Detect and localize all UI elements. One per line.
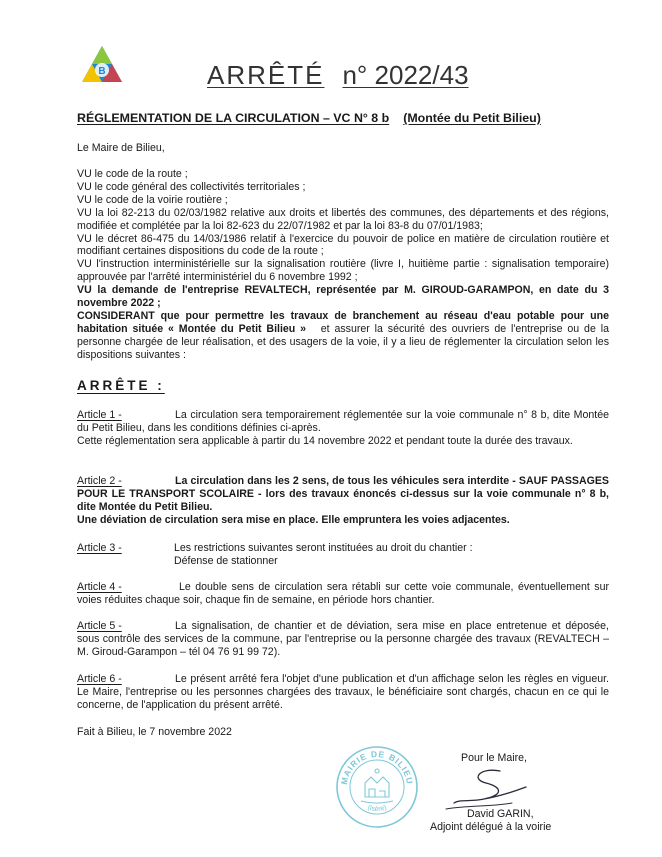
article-1-p2: Cette réglementation sera applicable à partir du 14 novembre 2022 et pendant toute la durée des travaux. bbox=[77, 435, 573, 447]
salutation: Le Maire de Bilieu, bbox=[77, 142, 165, 154]
article-6-p1: Le présent arrêté fera l'objet d'une publication et d'un affichage selon les règles en vigueur. Le Maire, l'entreprise ou les personnes chargées des travaux, le bénéficiaire sont chargés, chacun en ce qui le concerne, de l'application du présent arrêté. bbox=[77, 673, 609, 711]
article-4-label: Article 4 - bbox=[77, 581, 122, 593]
vu-line: VU l'instruction interministérielle sur la signalisation routière (livre I, huitième partie : signalisation temporaire) approuvée par l'arrêté interministériel du 6 novembre 1992 ; bbox=[77, 258, 609, 284]
signature-for: Pour le Maire, bbox=[461, 752, 527, 764]
article-1-label: Article 1 - bbox=[77, 409, 122, 421]
article-3-p2: Défense de stationner bbox=[174, 555, 278, 567]
document-subject bbox=[77, 111, 541, 125]
article-5-p1: La signalisation, de chantier et de déviation, sera mise en place entretenue et déposée, sous contrôle des services de la commune, par l'entreprise ou la personne chargée des travaux (REVALTECH – M. Giroud-Garampon – tél 04 76 91 99 72). bbox=[77, 620, 609, 658]
vu-line: VU le code général des collectivités territoriales ; bbox=[77, 180, 306, 193]
article-2-label: Article 2 - bbox=[77, 475, 122, 487]
mairie-stamp bbox=[335, 745, 419, 829]
page-title bbox=[207, 60, 469, 91]
considerant bbox=[77, 310, 609, 362]
vu-demande: VU la demande de l'entreprise REVALTECH, représentée par M. GIROUD-GARAMPON, en date du 3 novembre 2022 ; bbox=[77, 284, 609, 310]
article-1-p1: La circulation sera temporairement réglementée sur la voie communale n° 8 b, dite Montée du Petit Bilieu, dans les conditions définies ci-après. bbox=[77, 409, 609, 434]
vu-line: VU le code de la voirie routière ; bbox=[77, 193, 228, 206]
title-number: n° 2022/43 bbox=[342, 60, 469, 90]
article-3-p1: Les restrictions suivantes seront instituées au droit du chantier : bbox=[174, 542, 473, 554]
svg-text:B: B bbox=[98, 66, 106, 77]
article-2-p2: Une déviation de circulation sera mise en place. Elle empruntera les voies adjacentes. bbox=[77, 514, 510, 526]
vu-block bbox=[77, 168, 609, 362]
arrete-heading: ARRÊTE : bbox=[77, 378, 165, 393]
signatory-role: Adjoint délégué à la voirie bbox=[430, 821, 552, 833]
vu-line: VU la loi 82-213 du 02/03/1982 relative aux droits et libertés des communes, des départements et des régions, modifiée et complétée par la loi 82-623 du 22/07/1982 et par la loi 83-8 du 07/01/1983; bbox=[77, 206, 609, 232]
stamp-emblem bbox=[361, 769, 393, 803]
signatory-name: David GARIN, bbox=[467, 808, 534, 820]
article-2-p1: La circulation dans les 2 sens, de tous les véhicules sera interdite - SAUF PASSAGES POUR LE TRANSPORT SCOLAIRE - lors des travaux énoncés ci-dessus sur la voie communale n° 8 b, dite Montée du Petit Bilieu. bbox=[77, 475, 609, 513]
stamp-bottom-text: (Isère) bbox=[366, 804, 388, 814]
vu-line: VU le décret 86-475 du 14/03/1986 relatif à l'exercice du pouvoir de police en matière de circulation routière et modifiant certaines dispositions du code de la route ; bbox=[77, 232, 609, 258]
commune-logo bbox=[80, 44, 124, 88]
considerant-bold: CONSIDERANT que pour permettre les travaux de branchement au réseau d'eau potable pour une habitation située « Montée du Petit Bilieu » bbox=[77, 309, 609, 335]
article-3-label: Article 3 - bbox=[77, 542, 122, 554]
article-5-label: Article 5 - bbox=[77, 620, 122, 632]
svg-text:MAIRIE DE BILIEU bbox=[339, 749, 415, 786]
date-place: Fait à Bilieu, le 7 novembre 2022 bbox=[77, 726, 232, 738]
subject-location: (Montée du Petit Bilieu) bbox=[403, 111, 541, 125]
article-4-p1: Le double sens de circulation sera rétabli sur cette voie communale, éventuellement sur voies réduites chaque soir, chaque fin de semaine, en période hors chantier. bbox=[77, 581, 609, 606]
stamp-top-text: MAIRIE DE BILIEU bbox=[338, 748, 416, 786]
svg-text:(Isère) bbox=[366, 804, 387, 813]
vu-line: VU le code de la route ; bbox=[77, 168, 188, 180]
title-word: ARRÊTÉ bbox=[207, 60, 325, 90]
subject-main: RÉGLEMENTATION DE LA CIRCULATION – VC N° 8 b bbox=[77, 111, 390, 125]
considerant-normal: et assurer la sécurité des ouvriers de l'entreprise ou de la personne chargée de leur réalisation, et des usagers de la voie, il y a lieu de réglementer la circulation selon les dispositions suivantes : bbox=[77, 322, 609, 361]
article-6-label: Article 6 - bbox=[77, 673, 122, 685]
